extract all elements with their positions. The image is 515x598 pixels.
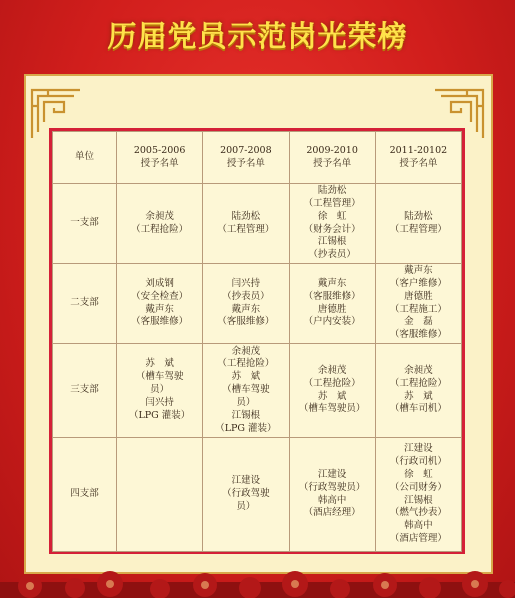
honoree-line: 余昶茂	[231, 345, 261, 357]
honoree-cell	[289, 184, 375, 264]
honoree-line: 闫兴持	[145, 396, 174, 408]
honoree-line: （工程管理）	[389, 223, 447, 235]
honoree-line: （LPG 灌装）	[128, 409, 191, 421]
table-row	[53, 184, 462, 264]
honoree-cell	[117, 264, 203, 344]
honoree-line: （行政驾驶	[222, 488, 270, 500]
honoree-line: （客服维修）	[131, 316, 189, 328]
honoree-line: 苏 斌	[317, 390, 347, 402]
honoree-line: 韩高中	[317, 494, 347, 506]
honoree-line: 戴声东	[404, 265, 433, 277]
honoree-line: （客服维修）	[217, 316, 275, 328]
honoree-cell	[203, 344, 289, 438]
honoree-cell	[375, 344, 461, 438]
honoree-line: （燃气抄表）	[389, 507, 447, 519]
header-period: 2009-2010 授予名单	[289, 132, 375, 184]
honoree-line: （工程抢险）	[303, 377, 361, 389]
unit-cell: 三支部	[53, 344, 117, 438]
honoree-line: （安全检查）	[131, 290, 189, 302]
honoree-cell	[203, 184, 289, 264]
unit-cell: 四支部	[53, 438, 117, 552]
honoree-line: 江锡根	[317, 236, 347, 248]
honoree-line: 江建设	[404, 443, 433, 455]
honoree-line: （客服维修）	[303, 290, 361, 302]
honoree-cell	[117, 438, 203, 552]
honoree-line: （工程抢险）	[389, 377, 447, 389]
honoree-line: 江锡根	[231, 409, 261, 421]
honoree-cell	[117, 184, 203, 264]
honoree-line: 金 磊	[404, 316, 433, 328]
honoree-line: 戴声东	[231, 303, 261, 315]
honoree-line: （槽车驾驶	[135, 371, 184, 383]
honoree-cell	[289, 438, 375, 552]
honoree-line: 陆劲松	[317, 185, 347, 197]
honoree-cell	[117, 344, 203, 438]
honoree-line: （槽车驾驶	[222, 384, 270, 396]
table-row	[53, 264, 462, 344]
honoree-line: 江锡根	[404, 494, 433, 506]
honoree-line: 江建设	[231, 475, 261, 487]
honoree-cell	[289, 264, 375, 344]
honoree-line: 余昶茂	[317, 364, 347, 376]
honoree-cell	[375, 438, 461, 552]
honoree-line: （槽车驾驶员）	[298, 403, 366, 415]
honoree-line: 戴声东	[317, 277, 347, 289]
honoree-line: 员）	[150, 384, 170, 396]
honoree-line: （抄表员）	[308, 249, 356, 261]
honoree-line: 刘成钢	[145, 277, 174, 289]
honoree-cell	[289, 344, 375, 438]
honoree-line: 员）	[236, 500, 256, 512]
header-unit: 单位	[53, 132, 117, 184]
honoree-line: 江建设	[317, 468, 347, 480]
honoree-line: 韩高中	[404, 520, 433, 532]
honoree-line: （户内安装）	[303, 316, 361, 328]
honoree-line: 陆劲松	[231, 210, 261, 222]
honoree-line: 陆劲松	[404, 210, 433, 222]
table-row	[53, 344, 462, 438]
honoree-line: （酒店管理）	[389, 532, 447, 544]
honoree-line: 徐 虹	[404, 468, 433, 480]
honoree-line: 苏 斌	[231, 371, 261, 383]
honoree-line: （行政司机）	[389, 456, 447, 468]
honoree-line: （客户维修）	[389, 277, 447, 289]
honoree-line: （酒店经理）	[303, 507, 361, 519]
header-period: 2011-20102 授予名单	[375, 132, 461, 184]
honoree-cell	[203, 438, 289, 552]
honoree-line: 戴声东	[145, 303, 174, 315]
unit-cell: 二支部	[53, 264, 117, 344]
flower-border-icon	[0, 568, 515, 598]
honoree-line: （客服维修）	[389, 329, 447, 341]
honoree-line: 唐德胜	[317, 303, 347, 315]
honor-table	[49, 128, 465, 554]
header-period: 2005-2006 授予名单	[117, 132, 203, 184]
honoree-cell	[375, 264, 461, 344]
honoree-line: （工程抢险）	[217, 358, 275, 370]
honoree-line: （行政驾驶员）	[298, 481, 366, 493]
honoree-line: （财务会计）	[303, 223, 361, 235]
honoree-line: 闫兴持	[231, 277, 261, 289]
honoree-line: （工程管理）	[303, 197, 361, 209]
honoree-line: （工程抢险）	[131, 223, 189, 235]
honoree-line: （LPG 灌装）	[215, 422, 277, 434]
honoree-line: 苏 斌	[404, 390, 433, 402]
table-row	[53, 438, 462, 552]
honoree-line: （公司财务）	[389, 481, 447, 493]
honoree-line: （工程施工）	[389, 303, 447, 315]
unit-cell: 一支部	[53, 184, 117, 264]
honoree-cell	[203, 264, 289, 344]
honoree-line: （抄表员）	[222, 290, 270, 302]
honoree-line: 余昶茂	[145, 210, 174, 222]
page-title: 历届党员示范岗光荣榜	[107, 19, 408, 53]
honoree-line: 唐德胜	[404, 290, 433, 302]
honoree-cell	[375, 184, 461, 264]
table-header-row	[53, 132, 462, 184]
honoree-line: （槽车司机）	[389, 403, 447, 415]
honoree-line: 余昶茂	[404, 364, 433, 376]
honoree-line: 徐 虹	[317, 210, 347, 222]
honoree-line: 员）	[236, 396, 256, 408]
honoree-line: （工程管理）	[217, 223, 275, 235]
honoree-line: 苏 斌	[145, 358, 174, 370]
header-period: 2007-2008 授予名单	[203, 132, 289, 184]
